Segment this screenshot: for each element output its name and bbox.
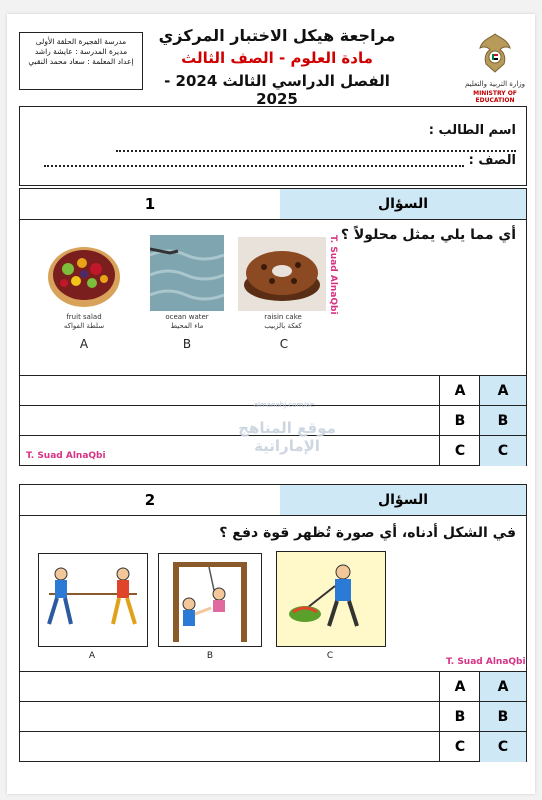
image-b-letter: B <box>182 337 192 351</box>
answer-c-letter: C <box>439 436 480 466</box>
answer-a-letter: A <box>439 376 480 406</box>
ministry-name-en: MINISTRY OF EDUCATION <box>473 90 517 104</box>
student-name-label: اسم الطالب : <box>428 123 516 138</box>
teacher-tag-q2: T. Suad AlnaQbi <box>446 657 526 667</box>
school-info-box <box>19 32 143 90</box>
picture-b-letter: B <box>206 651 214 661</box>
caption-c-en: raisin cake <box>264 313 302 321</box>
page-title: مراجعة هيكل الاختبار المركزي <box>158 26 396 45</box>
q2-answer-b-option[interactable]: B <box>479 702 526 732</box>
principal-name: مديرة المدرسة : عايشة راشد <box>34 47 128 56</box>
question-1-number: 1 <box>20 189 281 219</box>
student-name-row <box>36 123 516 153</box>
question-2-number: 2 <box>20 485 281 515</box>
picture-a-letter: A <box>88 651 96 661</box>
question-2-header <box>20 485 526 516</box>
tug-of-war-icon <box>39 554 147 646</box>
answer-c-option[interactable]: C <box>479 436 526 466</box>
question-1-label: السؤال <box>280 189 526 219</box>
q2-answer-row-c[interactable] <box>20 731 526 762</box>
caption-a-en: fruit salad <box>66 313 102 321</box>
picture-a-box[interactable] <box>38 553 148 647</box>
picture-c-box[interactable] <box>276 551 386 647</box>
student-info-box <box>19 106 527 186</box>
swing-push-icon <box>159 554 261 646</box>
school-name: مدرسة الفجيرة الحلقة الأولى <box>35 37 127 46</box>
caption-c-ar: كعكة بالزبيب <box>264 322 302 330</box>
watermark-text: موقع المناهج الإماراتية <box>238 419 336 455</box>
q2-answer-c-letter: C <box>439 732 480 762</box>
ministry-name-ar: وزارة التربية والتعليم <box>464 80 526 88</box>
fruit-salad-image[interactable] <box>46 239 122 309</box>
picture-b-box[interactable] <box>158 553 262 647</box>
question-1-text: أي مما يلي يمثل محلولاً ؟ <box>340 227 516 243</box>
question-2-text: في الشكل أدناه، أي صورة تُظهر قوة دفع ؟ <box>219 525 516 541</box>
caption-b-en: ocean water <box>165 313 209 321</box>
student-class-field[interactable] <box>44 155 464 167</box>
q2-answer-row-a[interactable] <box>20 671 526 702</box>
uae-emblem-icon <box>472 30 518 76</box>
teacher-tag: T. Suad AlnaQbi <box>26 451 106 461</box>
student-class-row <box>36 153 516 168</box>
term-title: الفصل الدراسي الثالث 2024 - 2025 <box>164 72 390 108</box>
image-c-letter: C <box>279 337 289 351</box>
image-a-letter: A <box>79 337 89 351</box>
question-1-header <box>20 189 526 220</box>
q2-answer-b-letter: B <box>439 702 480 732</box>
teacher-name: إعداد المعلمة : سعاد محمد النقبي <box>28 57 134 66</box>
q2-answer-c-option[interactable]: C <box>479 732 526 762</box>
watermark-url: almanahj.com/ae <box>253 401 315 409</box>
caption-b-ar: ماء المحيط <box>170 322 204 330</box>
question-2-table <box>19 484 527 762</box>
worksheet-page <box>7 14 535 794</box>
picture-c-letter: C <box>326 651 334 661</box>
answer-b-letter: B <box>439 406 480 436</box>
student-class-label: الصف : <box>468 153 516 168</box>
cart-pull-icon <box>277 552 385 646</box>
question-2-label: السؤال <box>280 485 526 515</box>
ocean-water-image[interactable] <box>150 235 224 311</box>
q2-answer-a-letter: A <box>439 672 480 702</box>
teacher-tag-vertical: T. Suad AlnaQbi <box>328 235 338 315</box>
student-name-field[interactable] <box>116 140 516 152</box>
raisin-cake-image[interactable] <box>238 237 326 311</box>
subject-title: مادة العلوم - الصف الثالث <box>181 49 373 67</box>
answer-a-option[interactable]: A <box>479 376 526 406</box>
answer-b-option[interactable]: B <box>479 406 526 436</box>
caption-a-ar: سلطة الفواكه <box>63 322 105 330</box>
q2-answer-row-b[interactable] <box>20 701 526 732</box>
q2-answer-a-option[interactable]: A <box>479 672 526 702</box>
